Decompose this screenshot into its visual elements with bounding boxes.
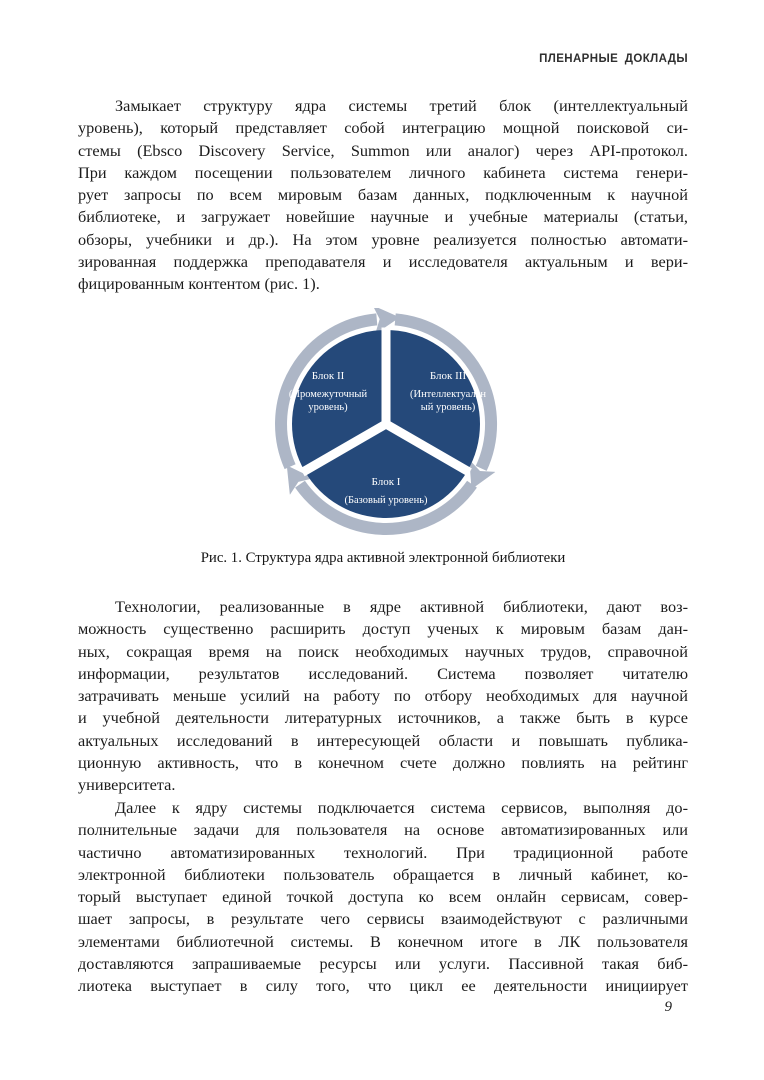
text-line: При каждом посещении пользователем личного кабинета система генери-	[78, 162, 688, 182]
text-line: частично автоматизированных технологий. При традиционной работе	[78, 842, 688, 862]
segment-subtitle	[326, 494, 446, 507]
segment-label-block1	[326, 476, 446, 507]
page-number: 9	[664, 999, 672, 1015]
text-line: и учебной деятельности литературных источников, а также быть в курсе	[78, 708, 688, 728]
paragraph-2	[78, 596, 688, 797]
text-line: электронной библиотеки пользователь обращается в личный кабинет, ко-	[78, 864, 688, 884]
text-line: торый выступает единой точкой доступа ко всем онлайн сервисам, совер-	[78, 887, 688, 907]
paragraph-3	[78, 797, 688, 998]
segment-title: Блок II	[311, 370, 345, 382]
text-line: университета.	[78, 775, 176, 795]
text-line: актуальных исследований в интересующей области и повышать публика-	[78, 730, 688, 750]
text-line: Далее к ядру системы подключается система сервисов, выполняя до-	[115, 798, 688, 817]
segment-label-block3	[396, 370, 500, 414]
text-line: информации, результатов исследований. Система позволяет читателю	[78, 663, 688, 683]
text-line: полнительные задачи для пользователя на основе автоматизированных или	[78, 820, 688, 840]
text-line: шает запросы, в результате чего сервисы взаимодействуют с различными	[78, 909, 688, 929]
figure-cycle-diagram	[270, 308, 502, 540]
text-line: стемы (Ebsco Discovery Service, Summon или аналог) через API-протокол.	[78, 140, 688, 160]
text-line: (Интеллектуальн	[409, 389, 486, 400]
text-line: уровень), который представляет собой интеграцию мощной поисковой си-	[78, 118, 688, 138]
text-line: (Базовый уровень)	[344, 495, 428, 506]
segment-subtitle	[396, 388, 500, 414]
text-line: (Промежуточный	[288, 389, 368, 400]
running-header: ПЛЕНАРНЫЕ ДОКЛАДЫ	[539, 53, 688, 65]
segment-title: Блок III	[429, 370, 467, 382]
text-line: фицированным контентом (рис. 1).	[78, 274, 320, 294]
text-line: обзоры, учебники и др.). На этом уровне реализуется полностью автомати-	[78, 229, 688, 249]
text-line: ционную активность, что в конечном счете должно повлиять на рейтинг	[78, 753, 688, 773]
text-line: затрачивать меньше усилий на работу по отбору необходимых для научной	[78, 686, 688, 706]
text-line: лиотека выступает в силу того, что цикл ее деятельности инициирует	[78, 976, 688, 996]
paragraph-1	[78, 95, 688, 296]
text-line: Замыкает структуру ядра системы третий блок (интеллектуальный	[115, 96, 688, 115]
text-line: доставляются запрашиваемые ресурсы или услуги. Пассивной такая биб-	[78, 954, 688, 974]
text-line: зированная поддержка преподавателя и исследователя актуальным и вери-	[78, 252, 688, 272]
text-line: можность существенно расширить доступ ученых к мировым базам дан-	[78, 619, 688, 639]
segment-label-block2	[276, 370, 380, 414]
text-line: Технологии, реализованные в ядре активной библиотеки, дают воз-	[115, 597, 688, 616]
segment-title: Блок I	[371, 476, 401, 488]
text-line: рует запросы по всем мировым базам данных, подключенным к научной	[78, 185, 688, 205]
figure-caption: Рис. 1. Структура ядра активной электронной библиотеки	[200, 550, 566, 566]
text-line: элементами библиотечной системы. В конечном итоге в ЛК пользователя	[78, 931, 688, 951]
segment-subtitle	[276, 388, 380, 414]
text-line: библиотеке, и загружает новейшие научные и учебные материалы (статьи,	[78, 207, 688, 227]
text-line: уровень)	[308, 402, 348, 413]
text-line: ый уровень)	[420, 402, 476, 413]
text-line: ных, сокращая время на поиск необходимых научных трудов, справочной	[78, 641, 688, 661]
